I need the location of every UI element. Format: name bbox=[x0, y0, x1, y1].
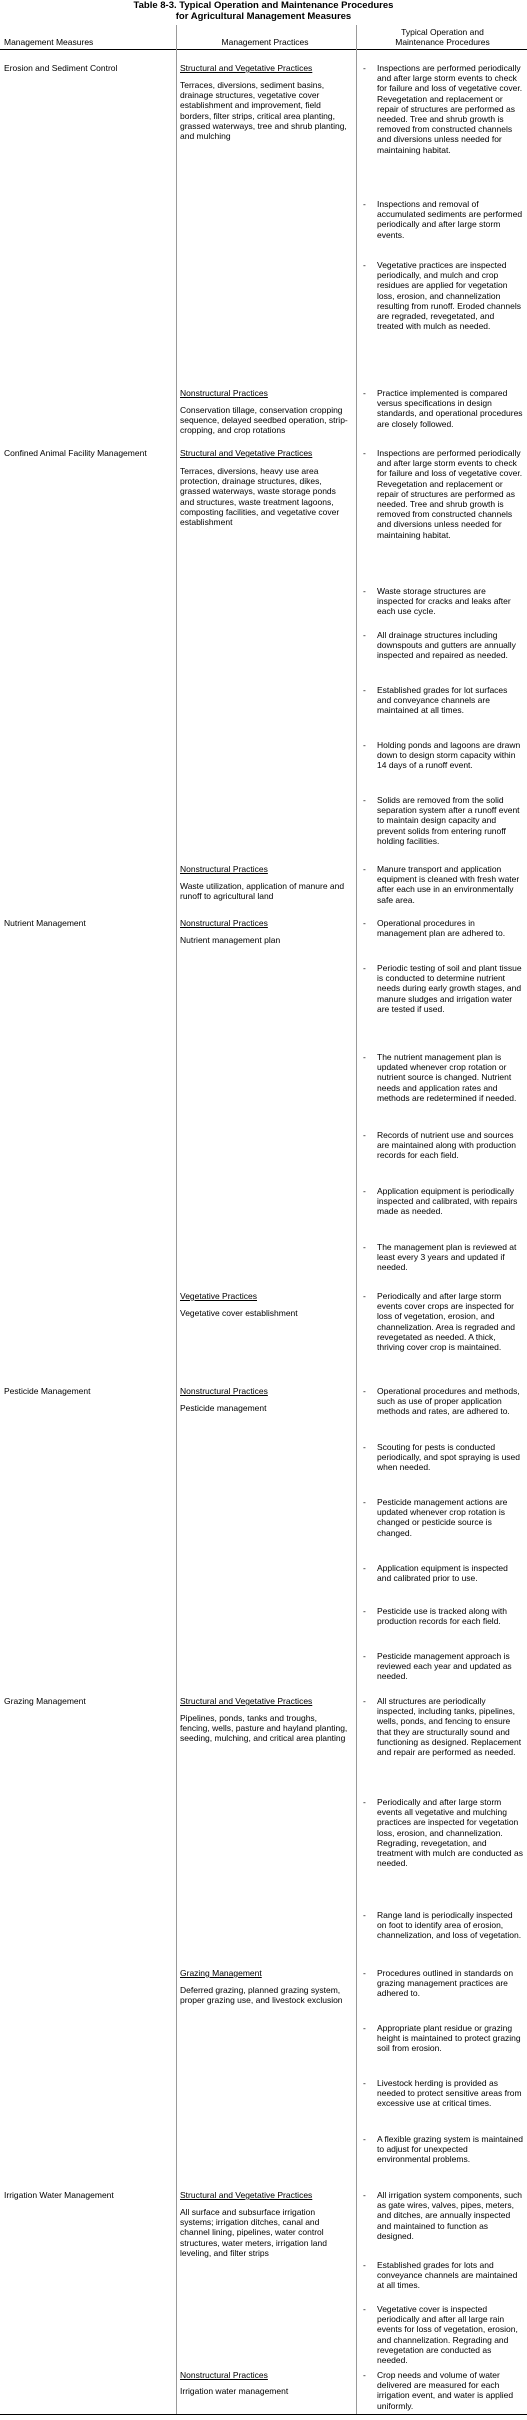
procedure-item: All structures are periodically inspected, including tanks, pipelines, wells, ponds, and fencing to ensure that they are structurally sound and functioning as designed. Replacement and repair are performed as needed. bbox=[377, 1696, 522, 1758]
bullet-marker: - bbox=[363, 1242, 366, 1252]
practice-description: Conservation tillage, conservation cropping sequence, delayed seedbed operation, strip-cropping, and crop rotations bbox=[180, 405, 348, 436]
bullet-marker: - bbox=[363, 740, 366, 750]
bullet-marker: - bbox=[363, 685, 366, 695]
bullet-marker: - bbox=[363, 2078, 366, 2088]
column-divider-1 bbox=[176, 25, 177, 2414]
header-management-practices: Management Practices bbox=[221, 37, 309, 47]
practice-description: Nutrient management plan bbox=[180, 935, 281, 945]
bullet-marker: - bbox=[363, 260, 366, 270]
practice-title: Structural and Vegetative Practices bbox=[180, 2190, 313, 2200]
bullet-marker: - bbox=[363, 448, 366, 458]
table-title-line-2: for Agricultural Management Measures bbox=[175, 11, 352, 22]
procedure-item: Appropriate plant residue or grazing height is maintained to protect grazing soil from erosion. bbox=[377, 2023, 521, 2054]
practice-description: Terraces, diversions, sediment basins, drainage structures, vegetative cover establishment and improvement, field borders, filter strips, critical area planting, grassed waterways, tree and shrub planting, and mulching bbox=[180, 80, 347, 142]
procedure-item: Pesticide management approach is reviewed each year and updated as needed. bbox=[377, 1651, 512, 1682]
bullet-marker: - bbox=[363, 2370, 366, 2380]
practice-description: Deferred grazing, planned grazing system, proper grazing use, and livestock exclusion bbox=[180, 1985, 343, 2006]
bullet-marker: - bbox=[363, 1910, 366, 1920]
practice-title: Structural and Vegetative Practices bbox=[180, 448, 313, 458]
procedure-item: Scouting for pests is conducted periodically, and spot spraying is used when needed. bbox=[377, 1442, 521, 1473]
procedure-item: Manure transport and application equipment is cleaned with fresh water after each use in an environmentally safe area. bbox=[377, 864, 520, 905]
measure-erosion-sediment-control: Erosion and Sediment Control bbox=[4, 63, 118, 73]
procedure-item: Practice implemented is compared versus specifications in design standards, and operational procedures are closely followed. bbox=[377, 388, 523, 429]
header-management-measures: Management Measures bbox=[4, 37, 94, 47]
measure-confined-animal-facility: Confined Animal Facility Management bbox=[4, 448, 147, 458]
header-maintenance-procedures bbox=[360, 27, 525, 47]
table-title bbox=[0, 0, 527, 22]
practice-title: Vegetative Practices bbox=[180, 1291, 258, 1301]
practice-title: Nonstructural Practices bbox=[180, 388, 268, 398]
bullet-marker: - bbox=[363, 1797, 366, 1807]
procedure-item: Pesticide use is tracked along with production records for each field. bbox=[377, 1606, 507, 1627]
measure-irrigation-water-management: Irrigation Water Management bbox=[4, 2190, 114, 2200]
procedure-item: Records of nutrient use and sources are maintained along with production records for each field. bbox=[377, 1130, 516, 1161]
practice-title: Structural and Vegetative Practices bbox=[180, 63, 313, 73]
practice-description: Waste utilization, application of manure and runoff to agricultural land bbox=[180, 881, 345, 902]
practice-description: Vegetative cover establishment bbox=[180, 1308, 298, 1318]
bullet-marker: - bbox=[363, 2304, 366, 2314]
header-rule bbox=[0, 49, 527, 50]
procedure-item: Periodically and after large storm events all vegetative and mulching practices are inspected for vegetation loss, erosion, and channelization. Regrading, revegetation, and treatment with mulch are conducted as needed. bbox=[377, 1797, 523, 1869]
bullet-marker: - bbox=[363, 1130, 366, 1140]
bottom-rule bbox=[0, 2414, 527, 2415]
practice-title: Structural and Vegetative Practices bbox=[180, 1696, 313, 1706]
bullet-marker: - bbox=[363, 1291, 366, 1301]
practice-title: Nonstructural Practices bbox=[180, 918, 268, 928]
procedure-item: Inspections and removal of accumulated sediments are performed periodically and after large storm events. bbox=[377, 199, 523, 240]
procedure-item: Periodically and after large storm events cover crops are inspected for loss of vegetation, erosion, and channelization. Area is regraded and revegetated as needed. A thick, thriving cover crop is maintained. bbox=[377, 1291, 515, 1353]
procedure-item: Crop needs and volume of water delivered are measured for each irrigation event, and water is applied uniformly. bbox=[377, 2370, 514, 2411]
procedure-item: Inspections are performed periodically and after large storm events to check for failure and loss of vegetative cover. Revegetation and replacement or repair of structures are performed as needed. Tree and shrub growth is removed from constructed channels and diversions unless needed for maintaining habitat. bbox=[377, 448, 523, 540]
bullet-marker: - bbox=[363, 2023, 366, 2033]
procedure-item: Holding ponds and lagoons are drawn down to design storm capacity within 14 days of a runoff event. bbox=[377, 740, 521, 771]
bullet-marker: - bbox=[363, 1563, 366, 1573]
bullet-marker: - bbox=[363, 1651, 366, 1661]
bullet-marker: - bbox=[363, 1497, 366, 1507]
header-procedures-line-1: Typical Operation and bbox=[401, 27, 484, 37]
procedure-item: Pesticide management actions are updated whenever crop rotation is changed or pesticide source is changed. bbox=[377, 1497, 508, 1538]
practice-title: Nonstructural Practices bbox=[180, 1386, 268, 1396]
measure-nutrient-management: Nutrient Management bbox=[4, 918, 86, 928]
bullet-marker: - bbox=[363, 2134, 366, 2144]
practice-description: Irrigation water management bbox=[180, 2386, 289, 2396]
bullet-marker: - bbox=[363, 1606, 366, 1616]
procedure-item: Waste storage structures are inspected for cracks and leaks after each use cycle. bbox=[377, 586, 511, 617]
procedure-item: Operational procedures and methods, such as use of proper application methods and rates, are adhered to. bbox=[377, 1386, 520, 1417]
procedure-item: Inspections are performed periodically and after large storm events to check for failure and loss of vegetative cover. Revegetation and replacement or repair of structures are performed as needed. Tree and shrub growth is removed from constructed channels and diversions unless needed for maintaining habitat. bbox=[377, 63, 523, 155]
bullet-marker: - bbox=[363, 63, 366, 73]
bullet-marker: - bbox=[363, 388, 366, 398]
procedure-item: Vegetative practices are inspected periodically, and mulch and crop residues are applied for vegetation loss, erosion, and channelization resulting from runoff. Eroded channels are regraded, revegetated, and treated with mulch as needed. bbox=[377, 260, 521, 332]
procedure-item: The nutrient management plan is updated whenever crop rotation or nutrient source is changed. Nutrient needs and application rates and methods are redetermined if needed. bbox=[377, 1052, 517, 1103]
practice-title: Nonstructural Practices bbox=[180, 864, 268, 874]
procedure-item: Range land is periodically inspected on foot to identify area of erosion, channelization, and loss of vegetation. bbox=[377, 1910, 522, 1941]
column-divider-2 bbox=[356, 25, 357, 2414]
bullet-marker: - bbox=[363, 630, 366, 640]
practice-description: Pipelines, ponds, tanks and troughs, fencing, wells, pasture and hayland planting, seeding, mulching, and critical area planting bbox=[180, 1713, 348, 1744]
procedure-item: The management plan is reviewed at least every 3 years and updated if needed. bbox=[377, 1242, 517, 1273]
header-procedures-line-2: Maintenance Procedures bbox=[395, 37, 490, 47]
practice-title: Nonstructural Practices bbox=[180, 2370, 268, 2380]
procedure-item: Livestock herding is provided as needed to protect sensitive areas from excessive use at critical times. bbox=[377, 2078, 522, 2109]
procedure-item: All drainage structures including downspouts and gutters are annually inspected and repaired as needed. bbox=[377, 630, 516, 661]
bullet-marker: - bbox=[363, 1442, 366, 1452]
procedure-item: Application equipment is inspected and calibrated prior to use. bbox=[377, 1563, 508, 1584]
bullet-marker: - bbox=[363, 1968, 366, 1978]
practice-description: Pesticide management bbox=[180, 1403, 267, 1413]
bullet-marker: - bbox=[363, 2260, 366, 2270]
measure-pesticide-management: Pesticide Management bbox=[4, 1386, 91, 1396]
measure-grazing-management: Grazing Management bbox=[4, 1696, 86, 1706]
procedure-item: Periodic testing of soil and plant tissue is conducted to determine nutrient needs during early growth stages, and manure sludges and irrigation water are tested if used. bbox=[377, 963, 522, 1014]
bullet-marker: - bbox=[363, 586, 366, 596]
bullet-marker: - bbox=[363, 963, 366, 973]
bullet-marker: - bbox=[363, 918, 366, 928]
procedure-item: Operational procedures in management plan are adhered to. bbox=[377, 918, 506, 939]
bullet-marker: - bbox=[363, 1052, 366, 1062]
procedure-item: A flexible grazing system is maintained to adjust for unexpected environmental problems. bbox=[377, 2134, 523, 2165]
bullet-marker: - bbox=[363, 795, 366, 805]
practice-description: All surface and subsurface irrigation systems; irrigation ditches, canal and channel lining, pipelines, water control structures, water meters, irrigation land leveling, and filter strips bbox=[180, 2207, 327, 2258]
bullet-marker: - bbox=[363, 1186, 366, 1196]
bullet-marker: - bbox=[363, 864, 366, 874]
procedure-item: Established grades for lots and conveyance channels are maintained at all times. bbox=[377, 2260, 518, 2291]
procedure-item: Procedures outlined in standards on grazing management practices are adhered to. bbox=[377, 1968, 514, 1999]
bullet-marker: - bbox=[363, 1696, 366, 1706]
bullet-marker: - bbox=[363, 199, 366, 209]
procedure-item: Solids are removed from the solid separation system after a runoff event to maintain design capacity and prevent solids from entering runoff holding facilities. bbox=[377, 795, 520, 846]
procedure-item: All irrigation system components, such as gate wires, valves, pipes, meters, and ditches, are annually inspected and maintained to function as designed. bbox=[377, 2190, 523, 2241]
bullet-marker: - bbox=[363, 2190, 366, 2200]
procedure-item: Vegetative cover is inspected periodically and after all large rain events for loss of vegetation, erosion, and channelization. Regrading and revegetation are conducted as needed. bbox=[377, 2304, 518, 2366]
practice-description: Terraces, diversions, heavy use area protection, drainage structures, dikes, grassed waterways, waste storage ponds and structures, waste treatment lagoons, composting facilities, and vegetative cover establishment bbox=[180, 466, 340, 528]
table-title-line-1: Table 8-3. Typical Operation and Maintenance Procedures bbox=[133, 0, 394, 11]
bullet-marker: - bbox=[363, 1386, 366, 1396]
procedure-item: Application equipment is periodically inspected and calibrated, with repairs made as needed. bbox=[377, 1186, 518, 1217]
procedure-item: Established grades for lot surfaces and conveyance channels are maintained at all times. bbox=[377, 685, 508, 716]
practice-title: Grazing Management bbox=[180, 1968, 262, 1978]
